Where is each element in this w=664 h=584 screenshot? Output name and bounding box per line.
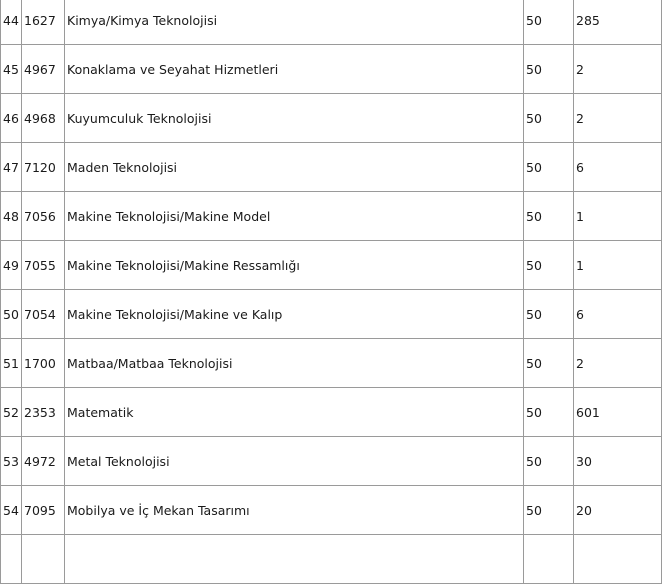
code-cell: 4968 <box>22 94 65 143</box>
quota-cell: 50 <box>524 94 574 143</box>
table-row <box>1 290 662 339</box>
quota-cell: 50 <box>524 192 574 241</box>
code-cell: 7056 <box>22 192 65 241</box>
program-name-cell: Makine Teknolojisi/Makine ve Kalıp <box>65 290 524 339</box>
quota-cell <box>524 535 574 584</box>
table-row <box>1 94 662 143</box>
code-cell: 7095 <box>22 486 65 535</box>
quota-cell: 50 <box>524 241 574 290</box>
count-cell: 6 <box>574 290 662 339</box>
quota-cell: 50 <box>524 290 574 339</box>
quota-cell: 50 <box>524 45 574 94</box>
quota-cell: 50 <box>524 339 574 388</box>
program-name-cell: Maden Teknolojisi <box>65 143 524 192</box>
code-cell <box>22 535 65 584</box>
row-number-cell: 51 <box>1 339 22 388</box>
count-cell: 601 <box>574 388 662 437</box>
count-cell: 6 <box>574 143 662 192</box>
count-cell: 2 <box>574 94 662 143</box>
code-cell: 4967 <box>22 45 65 94</box>
code-cell: 7055 <box>22 241 65 290</box>
program-name-cell: Kuyumculuk Teknolojisi <box>65 94 524 143</box>
program-name-cell: Makine Teknolojisi/Makine Model <box>65 192 524 241</box>
program-name-cell: Kimya/Kimya Teknolojisi <box>65 0 524 45</box>
code-cell: 1700 <box>22 339 65 388</box>
count-cell: 285 <box>574 0 662 45</box>
program-name-cell: Makine Teknolojisi/Makine Ressamlığı <box>65 241 524 290</box>
table-row <box>1 241 662 290</box>
table-row <box>1 388 662 437</box>
program-name-cell: Matbaa/Matbaa Teknolojisi <box>65 339 524 388</box>
row-number-cell: 50 <box>1 290 22 339</box>
count-cell: 2 <box>574 339 662 388</box>
program-name-cell: Metal Teknolojisi <box>65 437 524 486</box>
row-number-cell: 45 <box>1 45 22 94</box>
count-cell: 20 <box>574 486 662 535</box>
table-row <box>1 0 662 45</box>
quota-cell: 50 <box>524 437 574 486</box>
row-number-cell: 54 <box>1 486 22 535</box>
quota-cell: 50 <box>524 0 574 45</box>
count-cell: 30 <box>574 437 662 486</box>
code-cell: 7120 <box>22 143 65 192</box>
count-cell: 1 <box>574 241 662 290</box>
table-row <box>1 45 662 94</box>
table-row <box>1 535 662 584</box>
table-body <box>1 0 662 584</box>
table-row <box>1 437 662 486</box>
quota-cell: 50 <box>524 143 574 192</box>
count-cell: 1 <box>574 192 662 241</box>
table-row <box>1 192 662 241</box>
row-number-cell: 46 <box>1 94 22 143</box>
count-cell <box>574 535 662 584</box>
quota-cell: 50 <box>524 486 574 535</box>
program-name-cell: Konaklama ve Seyahat Hizmetleri <box>65 45 524 94</box>
table-row <box>1 143 662 192</box>
code-cell: 2353 <box>22 388 65 437</box>
row-number-cell: 47 <box>1 143 22 192</box>
program-name-cell: Matematik <box>65 388 524 437</box>
program-name-cell <box>65 535 524 584</box>
table-row <box>1 486 662 535</box>
code-cell: 1627 <box>22 0 65 45</box>
table-row <box>1 339 662 388</box>
program-name-cell: Mobilya ve İç Mekan Tasarımı <box>65 486 524 535</box>
quota-cell: 50 <box>524 388 574 437</box>
code-cell: 4972 <box>22 437 65 486</box>
row-number-cell: 44 <box>1 0 22 45</box>
row-number-cell: 49 <box>1 241 22 290</box>
count-cell: 2 <box>574 45 662 94</box>
row-number-cell <box>1 535 22 584</box>
row-number-cell: 52 <box>1 388 22 437</box>
row-number-cell: 48 <box>1 192 22 241</box>
row-number-cell: 53 <box>1 437 22 486</box>
code-cell: 7054 <box>22 290 65 339</box>
